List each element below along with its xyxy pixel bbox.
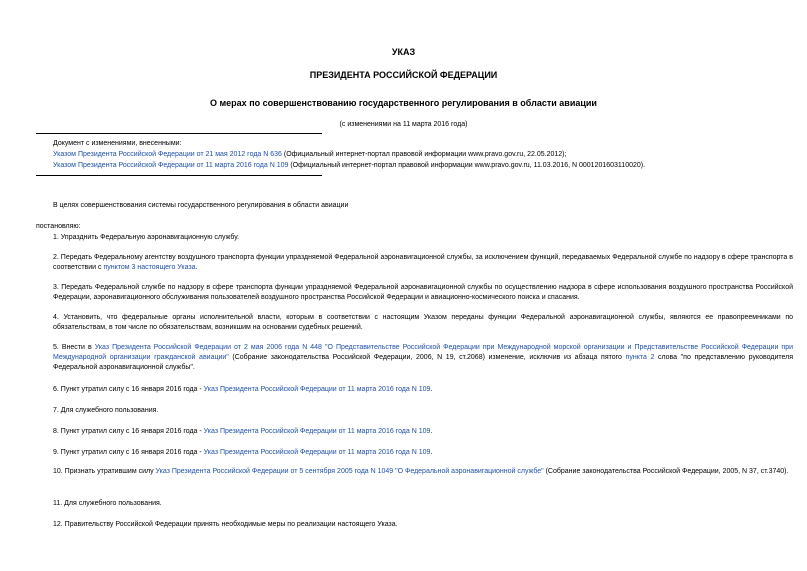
paragraph-link[interactable]: пунктом 3 настоящего Указа [103, 264, 196, 271]
paragraph-11: 11. Для служебного пользования. [53, 500, 162, 507]
paragraph-text: 5. Внести в [53, 344, 95, 351]
issuer-heading: ПРЕЗИДЕНТА РОССИЙСКОЙ ФЕДЕРАЦИИ [309, 70, 498, 80]
paragraph-6 [53, 385, 432, 395]
change-link[interactable]: Указом Президента Российской Федерации от 11 марта 2016 года N 109 [53, 162, 289, 169]
paragraph-text: . [195, 264, 198, 271]
edition-note: (с изменениями на 11 марта 2016 года) [339, 121, 468, 128]
paragraph-5 [36, 343, 793, 373]
paragraph-4: 4. Установить, что федеральные органы исполнительной власти, которым в соответствии с настоящим Указом переданы функции Федеральной аэронавигационной службы, являются ее правопреемниками по обязательствам, в том числе по обязательствам, возникшим на основании судебных решений. [53, 314, 793, 331]
paragraph-text: 9. Пункт утратил силу с 16 января 2016 года - [53, 449, 204, 456]
doc-type-heading: УКАЗ [391, 47, 416, 57]
paragraph-text: 8. Пункт утратил силу с 16 января 2016 года - [53, 428, 204, 435]
paragraph-text: . [430, 386, 433, 393]
paragraph-link[interactable]: Указ Президента Российской Федерации от 2 мая 2006 года N 448 "О Представительстве Российской Федерации при Международной морской организации и Представительстве Российской Федерации при Международной организации гражданской авиации" [53, 344, 793, 361]
paragraph-9 [53, 448, 432, 458]
change-source: (Официальный интернет-портал правовой информации www.pravo.gov.ru, 11.03.2016, N 0001201603110020). [288, 162, 646, 169]
change-item [53, 161, 645, 171]
preamble: В целях совершенствования системы государственного регулирования в области авиации [53, 202, 349, 209]
divider-bottom [36, 175, 322, 176]
paragraph-link[interactable]: Указ Президента Российской Федерации от 11 марта 2016 года N 109 [203, 386, 431, 393]
paragraph-text: 6. Пункт утратил силу с 16 января 2016 года - [53, 386, 204, 393]
paragraph-link[interactable]: пункта 2 [625, 354, 655, 361]
paragraph-8 [53, 427, 432, 437]
paragraph-link[interactable]: Указ Президента Российской Федерации от 11 марта 2016 года N 109 [203, 428, 431, 435]
paragraph-link[interactable]: Указ Президента Российской Федерации от 11 марта 2016 года N 109 [203, 449, 431, 456]
paragraph-link[interactable]: Указ Президента Российской Федерации от 5 сентября 2005 года N 1049 "О Федеральной аэронавигационной службе" [155, 468, 544, 475]
paragraph-12: 12. Правительству Российской Федерации принять необходимые меры по реализации настоящего Указа. [53, 521, 398, 528]
paragraph-text: 10. Признать утратившим силу [53, 468, 156, 475]
paragraph-7: 7. Для служебного пользования. [53, 407, 159, 414]
changes-intro: Документ с изменениями, внесенными: [53, 140, 182, 147]
paragraph-text: 2. Передать Федеральному агентству воздушного транспорта функции упраздняемой Федеральной аэронавигационной службы, за исключением функций, передаваемых Федеральной службе по надзору в сфере транспорта в соответствии с [53, 254, 793, 271]
paragraph-text: слова "по представлению руководителя Федеральной аэронавигационной службы". [53, 354, 794, 371]
paragraph-10 [36, 467, 793, 477]
paragraph-text: . [430, 428, 433, 435]
paragraph-text: (Собрание законодательства Российской Федерации, 2005, N 37, ст.3740). [543, 468, 789, 475]
paragraph-2 [36, 253, 793, 273]
paragraph-text: (Собрание законодательства Российской Федерации, 2006, N 19, ст.2068) изменение, исключив из абзаца пятого [228, 354, 626, 361]
document-title: О мерах по совершенствованию государственного регулирования в области авиации [210, 98, 597, 108]
divider-top [36, 133, 322, 134]
change-link[interactable]: Указом Президента Российской Федерации от 21 мая 2012 года N 636 [53, 151, 282, 158]
change-item [53, 150, 566, 160]
change-source: (Официальный интернет-портал правовой информации www.pravo.gov.ru, 22.05.2012); [281, 151, 567, 158]
paragraph-text: . [430, 449, 433, 456]
decree-word: постановляю: [36, 223, 81, 230]
paragraph-3: 3. Передать Федеральной службе по надзору в сфере транспорта функции упраздняемой Федеральной аэронавигационной службы по осуществлению надзора в сфере использования воздушного пространства Российской Федерации, аэронавигационного обслуживания пользователей воздушного пространства Российской Федерации и авиационно-космического поиска и спасания. [53, 284, 793, 301]
paragraph-1: 1. Упразднить Федеральную аэронавигационную службу. [53, 234, 239, 241]
